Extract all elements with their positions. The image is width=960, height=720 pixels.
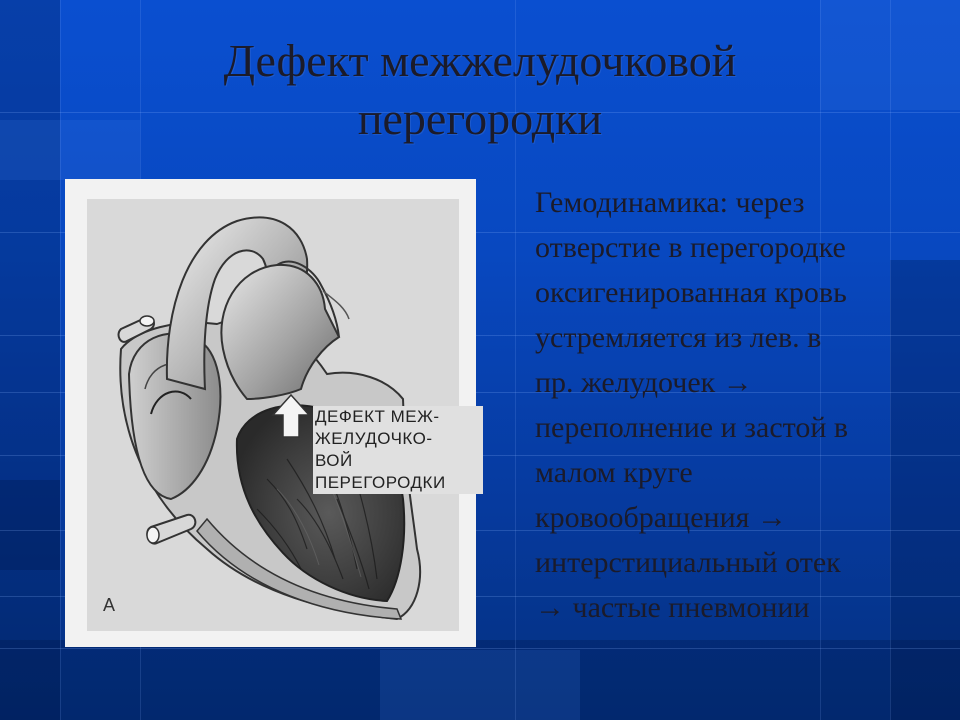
- defect-caption-line-4: ПЕРЕГОРОДКИ: [313, 472, 483, 494]
- body-line-1: Гемодинамика: через: [535, 186, 805, 219]
- slide-title: [0, 32, 960, 148]
- body-line-6: переполнение и застой в: [535, 411, 849, 444]
- title-line-2: перегородки: [357, 93, 603, 144]
- title-line-1: Дефект межжелудочковой: [223, 35, 737, 86]
- body-line-3: оксигенированная кровь: [535, 276, 847, 309]
- defect-caption-line-2: ЖЕЛУДОЧКО-: [313, 428, 483, 450]
- body-line-9: интерстициальный отек: [535, 546, 841, 579]
- body-line-8: кровообращения →: [535, 501, 787, 534]
- hemodynamics-text: [535, 180, 950, 630]
- defect-caption: [313, 406, 483, 494]
- body-line-10: → частые пневмонии: [535, 591, 810, 624]
- figure-letter: А: [103, 595, 116, 615]
- heart-diagram-figure: [65, 179, 476, 647]
- body-line-5: пр. желудочек →: [535, 366, 753, 399]
- body-line-4: устремляется из лев. в: [535, 321, 822, 354]
- defect-caption-line-3: ВОЙ: [313, 450, 483, 472]
- defect-caption-line-1: ДЕФЕКТ МЕЖ-: [313, 406, 483, 428]
- body-line-2: отверстие в перегородке: [535, 231, 846, 264]
- heart-illustration: [87, 199, 459, 631]
- body-line-7: малом круге: [535, 456, 693, 489]
